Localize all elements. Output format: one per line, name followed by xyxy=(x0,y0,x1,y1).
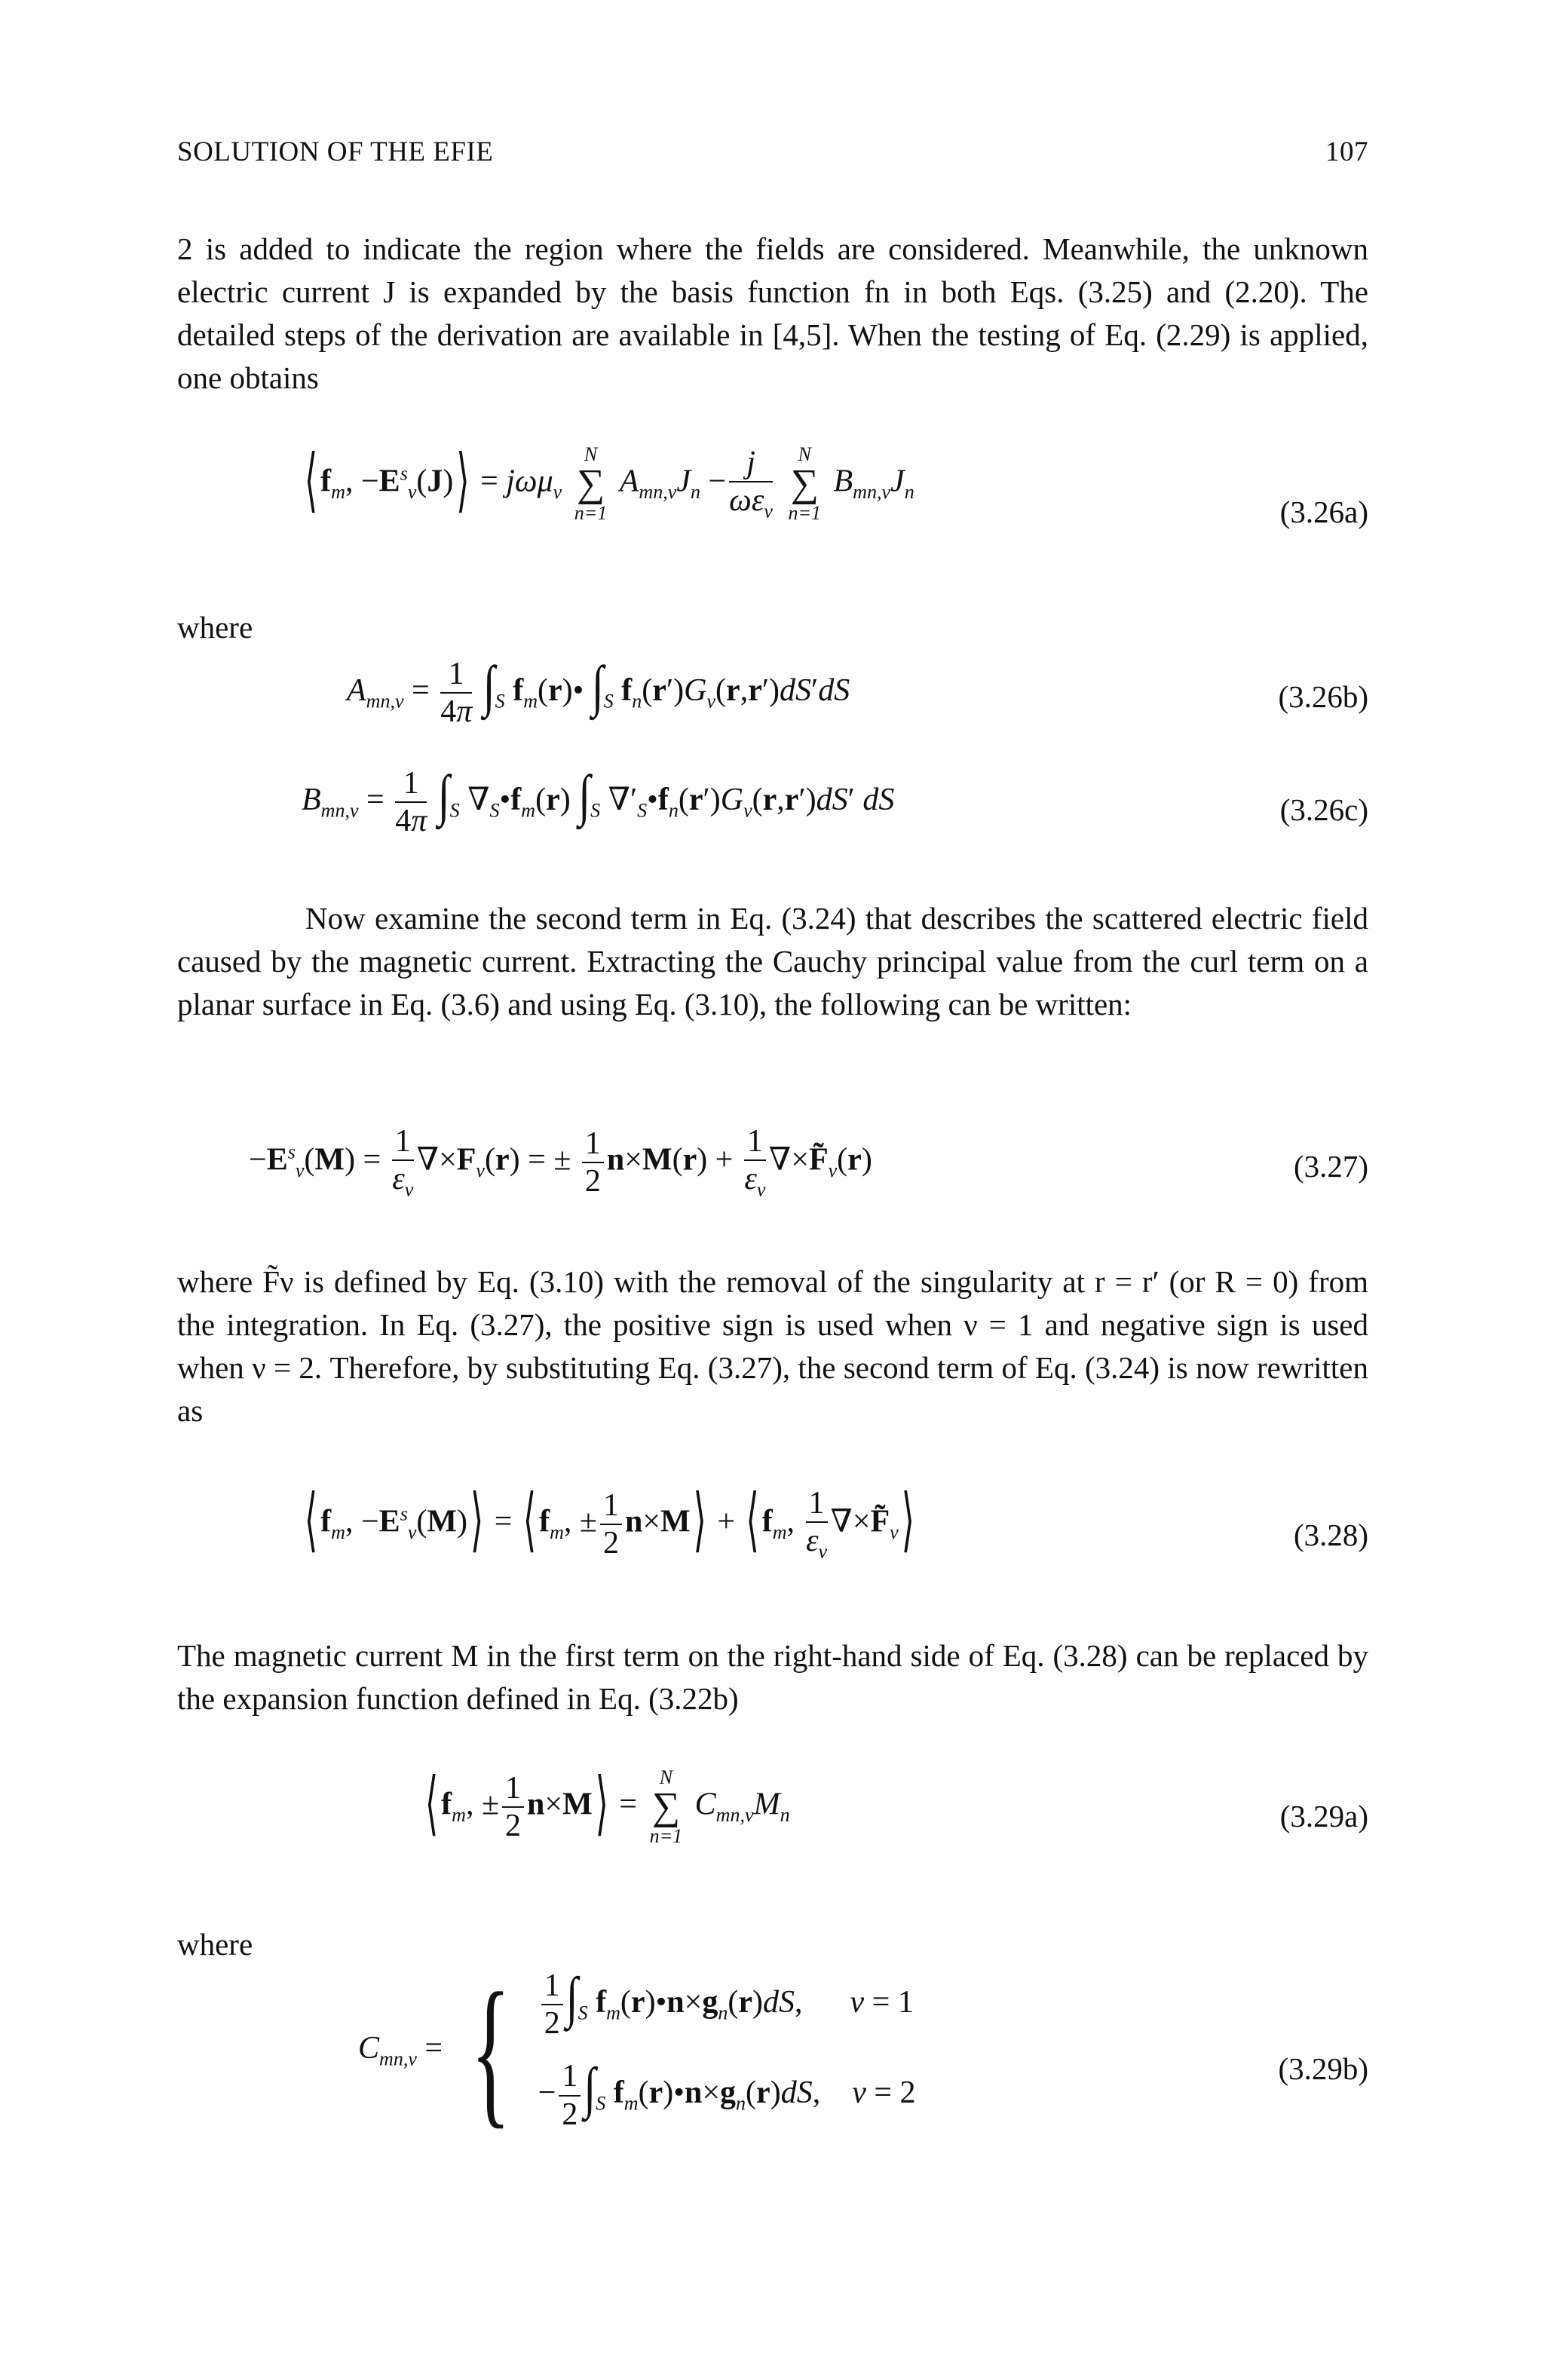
paragraph-1-text: 2 is added to indicate the region where the fields are considered. Meanwhile, the unknown electric current J is expanded by the basis function fn in both Eqs. (3.25) and (2.20). The detailed steps of the derivation are available in [4,5]. When the testing of Eq. (2.29) is applied, one obtains xyxy=(177,231,1368,395)
equation-3-26c: $B_{mn,\nu}$ = $\frac{1}{4\pi}$ $\int_S$ $\nabla_S•f_m(r)$ $\int_S$ $\nabla'_S•f_n(r')G_\nu(r,r')dS'$ dS xyxy=(302,763,895,839)
paragraph-3 xyxy=(177,1260,1368,1432)
running-title: SOLUTION OF THE EFIE xyxy=(177,136,494,167)
equation-number-3-26c: (3.26c) xyxy=(1279,792,1368,827)
equation-number-3-28: (3.28) xyxy=(1293,1518,1368,1552)
equation-3-26b: $A_{mn,\nu}$ = $\frac{1}{4\pi}$ $\int_S$ $f_m(r)•$ $\int_S$ $f_n(r')G_\nu(r,r')dS'dS$ xyxy=(347,654,850,730)
equation-3-26a: $⟨f_m$, $-E^s_\nu(J)⟩ = j\omega\mu_\nu$ N ∑ n=1 $A_{mn,\nu}J_n$ − $\frac{j}{\omega\varepsilon_\nu}$ N ∑ n=1 $B_{mn,\nu}J_n$ xyxy=(305,441,914,524)
equation-3-28: $⟨f_m$, $-E^s_\nu(M)⟩$ = $⟨f_m$, ± $\frac{1}{2}$ n×M⟩ + $⟨f_m$, $\frac{1}{\varepsilon_\nu}$ $\nabla\times F̃_\nu⟩$ xyxy=(305,1481,914,1563)
paragraph-2 xyxy=(177,897,1368,1026)
where-label-2: where xyxy=(177,1927,253,1962)
equation-3-29a: $⟨f_m$, ± $\frac{1}{2}$ n×M⟩ = N ∑ n=1 $C_{mn,\nu}M_n$ xyxy=(425,1764,790,1847)
equation-number-3-26b: (3.26b) xyxy=(1278,679,1368,714)
paragraph-2-text: Now examine the second term in Eq. (3.24) that describes the scattered electric field caused by the magnetic current. Extracting the Cauchy principal value from the curl term on a planar surface in Eq. (3.6) and using Eq. (3.10), the following can be written: xyxy=(177,901,1368,1022)
equation-3-29b: $C_{mn,\nu}$ = { $\frac{1}{2}$ $\int_S$ $f_m(r)•n\times g_n(r)dS$, ν = 1 − $\frac{1}{2}$ $\int_S$ $f_m(r)•n\times g_n(r)dS$, ν = 2 xyxy=(358,1959,916,2143)
paragraph-4-text: The magnetic current M in the first term on the right-hand side of Eq. (3.28) can be replaced by the expansion function defined in Eq. (3.22b) xyxy=(177,1638,1368,1716)
equation-number-3-29b: (3.29b) xyxy=(1278,2051,1368,2086)
equation-number-3-27: (3.27) xyxy=(1293,1149,1368,1184)
running-header xyxy=(177,136,1368,168)
equation-number-3-26a: (3.26a) xyxy=(1279,495,1368,529)
equation-number-3-29a: (3.29a) xyxy=(1279,1799,1368,1833)
page-number: 107 xyxy=(1325,136,1368,167)
equation-3-27: $-E^s_\nu(M)$ = $\frac{1}{\varepsilon_\nu}$ $\nabla\times F_\nu(r)$ = ± $\frac{1}{2}$ n×M(r) + $\frac{1}{\varepsilon_\nu}$ $\nabla\times F̃_\nu(r)$ xyxy=(249,1124,872,1201)
paragraph-4 xyxy=(177,1634,1368,1720)
paragraph-3-text: where F̃ν is defined by Eq. (3.10) with the removal of the singularity at r = r′ (or R = 0) from the integration. In Eq. (3.27), the positive sign is used when ν = 1 and negative sign is used when ν = 2. Therefore, by substituting Eq. (3.27), the second term of Eq. (3.24) is now rewritten as xyxy=(177,1264,1368,1428)
paragraph-1 xyxy=(177,228,1368,400)
where-label-1: where xyxy=(177,610,253,645)
